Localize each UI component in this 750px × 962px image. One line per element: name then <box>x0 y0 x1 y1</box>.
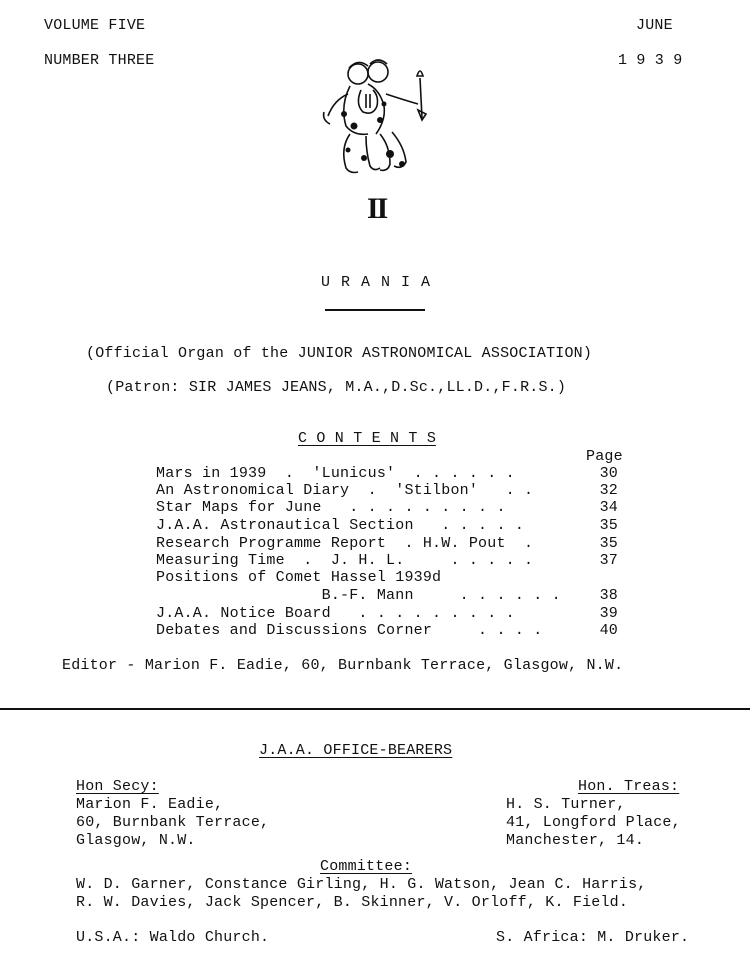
treas-line: H. S. Turner, <box>506 796 626 813</box>
toc-title: An Astronomical Diary . 'Stilbon' . . <box>156 482 534 499</box>
toc-title: Positions of Comet Hassel 1939d <box>156 569 442 586</box>
list-item <box>156 499 506 516</box>
page-column-label: Page <box>586 448 623 465</box>
toc-page: 35 <box>599 517 618 534</box>
toc-page: 32 <box>599 482 618 499</box>
treas-line: 41, Longford Place, <box>506 814 681 831</box>
secy-line: Marion F. Eadie, <box>76 796 224 813</box>
list-item <box>156 517 524 534</box>
toc-page: 30 <box>599 465 618 482</box>
list-item <box>156 622 542 639</box>
secy-line: 60, Burnbank Terrace, <box>76 814 270 831</box>
editor-line: Editor - Marion F. Eadie, 60, Burnbank Terrace, Glasgow, N.W. <box>62 657 624 674</box>
section-divider <box>0 708 750 710</box>
toc-title: J.A.A. Notice Board . . . . . . . . . <box>156 605 515 622</box>
toc-page: 35 <box>599 535 618 552</box>
committee-label: Committee: <box>320 858 413 875</box>
toc-title: B.-F. Mann . . . . . . <box>156 587 561 604</box>
usa-representative: U.S.A.: Waldo Church. <box>76 929 270 946</box>
title-rule <box>325 309 425 311</box>
gemini-sign: II <box>367 192 387 225</box>
treas-line: Manchester, 14. <box>506 832 645 849</box>
gemini-twins-icon <box>318 54 433 184</box>
volume-label: VOLUME FIVE <box>44 17 146 34</box>
subtitle: (Official Organ of the JUNIOR ASTRONOMICAL ASSOCIATION) <box>86 345 593 362</box>
month-label: JUNE <box>636 17 673 34</box>
toc-title: Debates and Discussions Corner . . . . <box>156 622 543 639</box>
committee-line: R. W. Davies, Jack Spencer, B. Skinner, V. Orloff, K. Field. <box>76 894 629 911</box>
toc-page: 40 <box>599 622 618 639</box>
toc-title: Research Programme Report . H.W. Pout . <box>156 535 534 552</box>
toc-page: 38 <box>599 587 618 604</box>
toc-title: Measuring Time . J. H. L. . . . . . <box>156 552 534 569</box>
list-item <box>156 465 515 482</box>
patron-line: (Patron: SIR JAMES JEANS, M.A.,D.Sc.,LL.D.,F.R.S.) <box>106 379 567 396</box>
toc-page: 37 <box>599 552 618 569</box>
toc-page: 39 <box>599 605 618 622</box>
hon-secy-label: Hon Secy: <box>76 778 159 795</box>
toc-title: Mars in 1939 . 'Lunicus' . . . . . . <box>156 465 515 482</box>
committee-line: W. D. Garner, Constance Girling, H. G. Watson, Jean C. Harris, <box>76 876 647 893</box>
list-item <box>156 482 533 499</box>
secy-line: Glasgow, N.W. <box>76 832 196 849</box>
year-label: 1 9 3 9 <box>618 52 683 69</box>
list-item <box>156 569 441 586</box>
list-item <box>156 535 533 552</box>
number-label: NUMBER THREE <box>44 52 155 69</box>
office-heading: J.A.A. OFFICE-BEARERS <box>259 742 453 759</box>
toc-title: Star Maps for June . . . . . . . . . <box>156 499 506 516</box>
contents-heading: C O N T E N T S <box>298 430 437 447</box>
list-item <box>156 587 561 604</box>
hon-treas-label: Hon. Treas: <box>578 778 680 795</box>
south-africa-representative: S. Africa: M. Druker. <box>496 929 690 946</box>
journal-title: U R A N I A <box>321 274 432 291</box>
list-item <box>156 605 515 622</box>
toc-title: J.A.A. Astronautical Section . . . . . <box>156 517 525 534</box>
toc-page: 34 <box>599 499 618 516</box>
list-item <box>156 552 533 569</box>
